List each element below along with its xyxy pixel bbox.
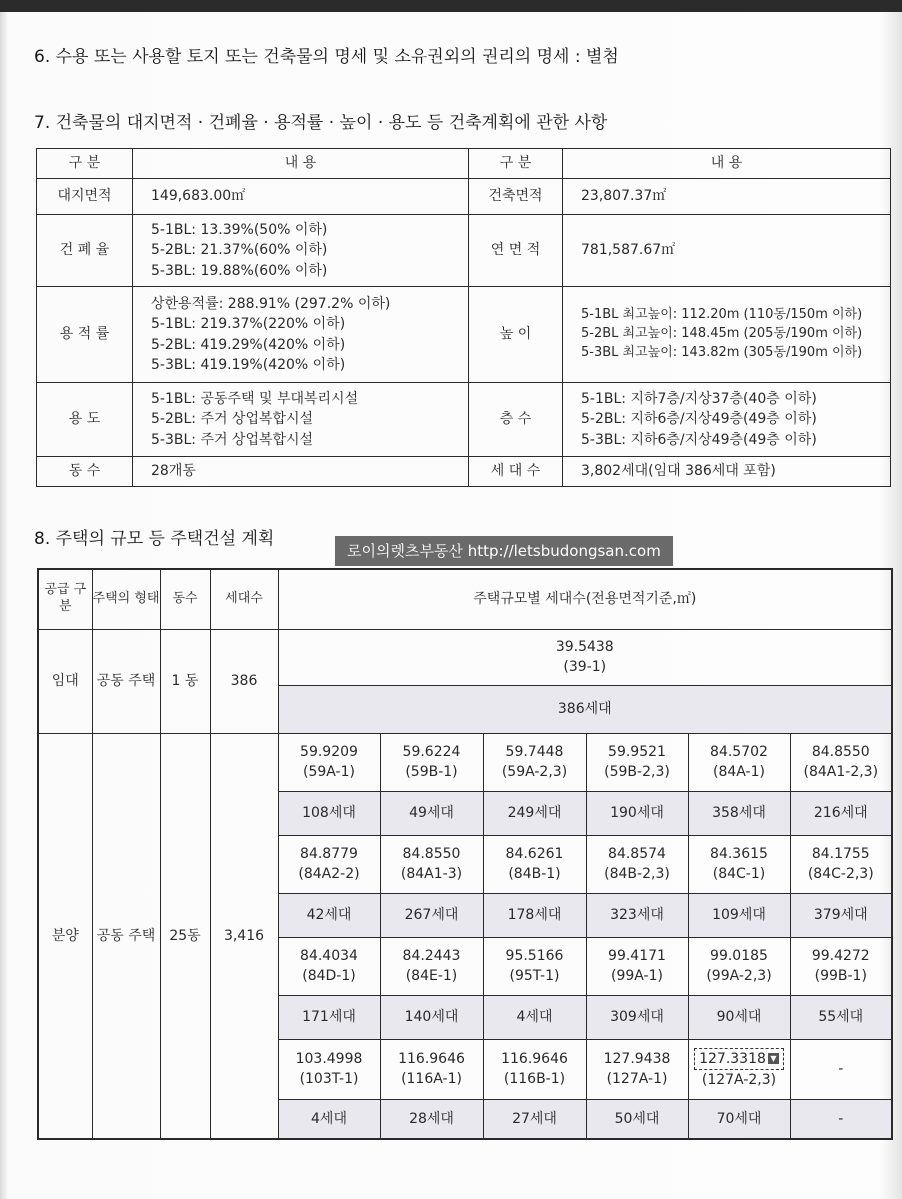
- unit-type-cell: [380, 733, 483, 791]
- type-code: (84D-1): [302, 968, 356, 984]
- unit-type-cell: [380, 835, 483, 893]
- type-code: (99B-1): [814, 968, 867, 984]
- rental-area: [278, 629, 892, 685]
- floors-line: 5-3BL: 지하6층/지상49층(49층 이하): [581, 431, 817, 448]
- type-code: (127A-1): [606, 1071, 668, 1087]
- type-code: (95T-1): [509, 968, 560, 984]
- area-value: 84.5702: [710, 743, 768, 760]
- units-cell: 323세대: [586, 893, 688, 937]
- area-value: 127.3318: [699, 1050, 766, 1067]
- table-row: [37, 215, 891, 287]
- building-area-value: 23,807.37㎡: [563, 179, 891, 215]
- bcr-line: 5-3BL: 19.88%(60% 이하): [151, 262, 328, 279]
- rental-area-code: (39-1): [563, 659, 607, 675]
- section-7-title: 7. 건축물의 대지면적 · 건폐율 · 용적률 · 높이 · 용도 등 건축계획에 관한 사항: [34, 113, 608, 133]
- table-row: [37, 457, 891, 487]
- unit-type-cell: [790, 1039, 892, 1099]
- unit-type-cell: [483, 733, 586, 791]
- units-cell: 249세대: [483, 791, 586, 835]
- far-line: 상한용적률: 288.91% (297.2% 이하): [151, 295, 391, 312]
- rental-bldg: 1 동: [160, 629, 210, 733]
- units-cell: 309세대: [586, 995, 688, 1039]
- households-value: 3,802세대(임대 386세대 포함): [563, 457, 891, 487]
- use-label: 용 도: [37, 383, 133, 457]
- unit-type-cell: [483, 1039, 586, 1099]
- header-scale: 주택규모별 세대수(전용면적기준,㎡): [278, 569, 892, 629]
- header-hh: 세대수: [210, 569, 278, 629]
- building-plan-table: [36, 148, 891, 487]
- far-line: 5-1BL: 219.37%(220% 이하): [151, 316, 346, 333]
- type-code: (84A1-2,3): [803, 764, 879, 780]
- unit-type-cell: [278, 1039, 380, 1099]
- units-cell: 108세대: [278, 791, 380, 835]
- area-value: 127.9438: [603, 1050, 671, 1067]
- area-value: 59.9209: [300, 743, 358, 760]
- units-cell: 49세대: [380, 791, 483, 835]
- sale-supply: 분양: [38, 733, 92, 1139]
- far-values: [133, 287, 469, 383]
- area-value: 84.8550: [811, 743, 870, 760]
- floor-area-label: 연 면 적: [469, 215, 563, 287]
- table-row: [37, 383, 891, 457]
- table-header-row: [37, 149, 891, 179]
- units-cell: 55세대: [790, 995, 892, 1039]
- type-code: (59A-2,3): [501, 764, 568, 780]
- selected-cell-marker[interactable]: [694, 1048, 784, 1070]
- header-type: 주택의 형태: [92, 569, 160, 629]
- area-value: 116.9646: [501, 1050, 568, 1067]
- area-value: 84.3615: [710, 845, 768, 862]
- unit-type-cell: [483, 937, 586, 995]
- area-value: 59.6224: [402, 743, 461, 760]
- units-cell: 171세대: [278, 995, 380, 1039]
- type-code: (59B-1): [405, 764, 458, 780]
- bcr-line: 5-1BL: 13.39%(50% 이하): [151, 222, 328, 239]
- area-value: 84.2443: [402, 947, 461, 964]
- unit-type-cell: [688, 733, 790, 791]
- area-value: 116.9646: [398, 1050, 465, 1067]
- units-cell: 358세대: [688, 791, 790, 835]
- area-value: 99.4171: [608, 947, 666, 964]
- type-code: (116A-1): [401, 1071, 462, 1087]
- unit-type-cell: [790, 835, 892, 893]
- area-value: 95.5166: [505, 947, 564, 964]
- unit-type-cell: [380, 937, 483, 995]
- use-values: [133, 383, 469, 457]
- rental-supply: 임대: [38, 629, 92, 733]
- bcr-values: [133, 215, 469, 287]
- area-value: 84.8574: [608, 845, 666, 862]
- type-code: (84B-1): [508, 866, 561, 882]
- unit-type-cell: [278, 937, 380, 995]
- unit-type-cell: [278, 835, 380, 893]
- units-cell: 190세대: [586, 791, 688, 835]
- units-cell: 4세대: [483, 995, 586, 1039]
- units-cell: 70세대: [688, 1099, 790, 1139]
- type-code: (127A-2,3): [701, 1072, 777, 1088]
- area-value: 103.4998: [295, 1050, 363, 1067]
- units-cell: 379세대: [790, 893, 892, 937]
- section-6-title: 6. 수용 또는 사용할 토지 또는 건축물의 명세 및 소유권외의 권리의 명세 : 별첨: [34, 47, 619, 67]
- units-cell: 109세대: [688, 893, 790, 937]
- floor-area-value: 781,587.67㎡: [563, 215, 891, 287]
- use-line: 5-2BL: 주거 상업복합시설: [151, 411, 314, 428]
- unit-type-cell: [586, 733, 688, 791]
- bcr-label: 건 폐 율: [37, 215, 133, 287]
- header-gubun: 구 분: [469, 149, 563, 179]
- area-value: 84.8779: [300, 845, 358, 862]
- rental-units: 386세대: [278, 685, 892, 733]
- unit-type-cell: [586, 937, 688, 995]
- type-code: (84A-1): [713, 764, 765, 780]
- far-line: 5-3BL: 419.19%(420% 이하): [151, 356, 346, 373]
- unit-type-cell: [483, 835, 586, 893]
- rental-type: 공동 주택: [92, 629, 160, 733]
- header-naeyong: 내 용: [563, 149, 891, 179]
- rental-area-row: [38, 629, 892, 685]
- units-cell: 140세대: [380, 995, 483, 1039]
- type-code: (84A1-3): [400, 866, 463, 882]
- unit-type-cell: [278, 733, 380, 791]
- units-cell: 178세대: [483, 893, 586, 937]
- document-page: [0, 12, 902, 1199]
- far-line: 5-2BL: 419.29%(420% 이하): [151, 336, 346, 353]
- rental-area-value: 39.5438: [555, 638, 614, 655]
- unit-type-cell[interactable]: [688, 1039, 790, 1099]
- header-bldg: 동수: [160, 569, 210, 629]
- unit-type-cell: [790, 937, 892, 995]
- units-cell: 90세대: [688, 995, 790, 1039]
- unit-type-cell: [586, 835, 688, 893]
- type-code: (116B-1): [503, 1071, 566, 1087]
- type-code: (84A2-2): [298, 866, 360, 882]
- floors-values: [563, 383, 891, 457]
- units-cell: 4세대: [278, 1099, 380, 1139]
- type-code: (103T-1): [299, 1071, 359, 1087]
- type-code: (84C-1): [712, 866, 766, 882]
- buildings-label: 동 수: [37, 457, 133, 487]
- floors-label: 층 수: [469, 383, 563, 457]
- floors-line: 5-2BL: 지하6층/지상49층(49층 이하): [581, 411, 817, 428]
- area-value: 84.1755: [811, 845, 870, 862]
- bcr-line: 5-2BL: 21.37%(60% 이하): [151, 242, 328, 259]
- units-cell: 50세대: [586, 1099, 688, 1139]
- type-code: (99A-1): [611, 968, 663, 984]
- type-code: (84E-1): [405, 968, 458, 984]
- building-area-label: 건축면적: [469, 179, 563, 215]
- units-cell: 27세대: [483, 1099, 586, 1139]
- height-line: 5-2BL 최고높이: 148.45m (205동/190m 이하): [581, 326, 863, 342]
- type-code: (84C-2,3): [807, 866, 874, 882]
- sale-area-row: [38, 733, 892, 791]
- type-code: (84B-2,3): [604, 866, 670, 882]
- units-cell: -: [790, 1099, 892, 1139]
- unit-type-cell: [380, 1039, 483, 1099]
- header-supply: 공급 구분: [38, 569, 92, 629]
- unit-type-cell: [790, 733, 892, 791]
- height-line: 5-3BL 최고높이: 143.82m (305동/190m 이하): [581, 344, 863, 360]
- section-8-title: 8. 주택의 규모 등 주택건설 계획: [34, 529, 275, 549]
- area-value: 84.8550: [402, 845, 461, 862]
- far-label: 용 적 률: [37, 287, 133, 383]
- sale-type: 공동 주택: [92, 733, 160, 1139]
- area-value: 99.0185: [710, 947, 768, 964]
- households-label: 세 대 수: [469, 457, 563, 487]
- buildings-value: 28개동: [133, 457, 469, 487]
- height-label: 높 이: [469, 287, 563, 383]
- type-code: (99A-2,3): [706, 968, 772, 984]
- unit-type-cell: [688, 937, 790, 995]
- area-value: 59.7448: [505, 743, 564, 760]
- units-cell: 28세대: [380, 1099, 483, 1139]
- height-line: 5-1BL 최고높이: 112.20m (110동/150m 이하): [581, 307, 863, 323]
- units-cell: 42세대: [278, 893, 380, 937]
- table-row: [37, 179, 891, 215]
- area-value: -: [838, 1060, 844, 1077]
- type-code: (59B-2,3): [604, 764, 670, 780]
- site-area-label: 대지면적: [37, 179, 133, 215]
- header-gubun: 구 분: [37, 149, 133, 179]
- table-row: [37, 287, 891, 383]
- area-value: 59.9521: [608, 743, 666, 760]
- units-cell: 216세대: [790, 791, 892, 835]
- height-values: [563, 287, 891, 383]
- site-area-value: 149,683.00㎡: [133, 179, 469, 215]
- dropdown-icon[interactable]: ▼: [768, 1053, 779, 1064]
- table-header-row: [38, 569, 892, 629]
- header-naeyong: 내 용: [133, 149, 469, 179]
- floors-line: 5-1BL: 지하7층/지상37층(40층 이하): [581, 391, 817, 408]
- use-line: 5-3BL: 주거 상업복합시설: [151, 431, 314, 448]
- sale-bldg: 25동: [160, 733, 210, 1139]
- sale-hh: 3,416: [210, 733, 278, 1139]
- housing-plan-table: [37, 568, 893, 1140]
- area-value: 99.4272: [811, 947, 870, 964]
- watermark: 로이의렛츠부동산 http://letsbudongsan.com: [335, 536, 673, 566]
- area-value: 84.6261: [505, 845, 564, 862]
- rental-hh: 386: [210, 629, 278, 733]
- unit-type-cell: [586, 1039, 688, 1099]
- unit-type-cell: [688, 835, 790, 893]
- use-line: 5-1BL: 공동주택 및 부대복리시설: [151, 391, 359, 408]
- top-strip: [0, 0, 902, 12]
- area-value: 84.4034: [300, 947, 358, 964]
- type-code: (59A-1): [303, 764, 355, 780]
- units-cell: 267세대: [380, 893, 483, 937]
